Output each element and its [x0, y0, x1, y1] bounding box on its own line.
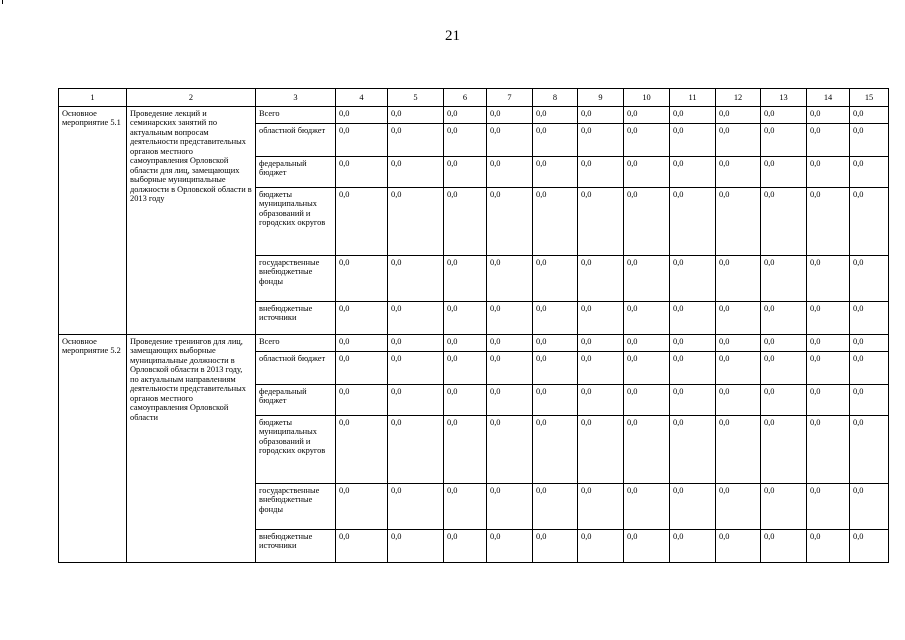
value-cell: 0,0: [533, 530, 578, 563]
value-cell: 0,0: [716, 352, 761, 385]
value-cell: 0,0: [487, 256, 533, 302]
funding-source-cell: государственные внебюджетные фонды: [256, 484, 336, 530]
value-cell: 0,0: [761, 530, 807, 563]
value-cell: 0,0: [716, 157, 761, 188]
value-cell: 0,0: [487, 157, 533, 188]
value-cell: 0,0: [624, 416, 670, 484]
value-cell: 0,0: [487, 352, 533, 385]
value-cell: 0,0: [807, 107, 850, 124]
value-cell: 0,0: [444, 157, 487, 188]
value-cell: 0,0: [444, 256, 487, 302]
value-cell: 0,0: [624, 484, 670, 530]
value-cell: 0,0: [670, 124, 716, 157]
value-cell: 0,0: [487, 188, 533, 256]
funding-source-cell: бюджеты муниципальных образований и городских округов: [256, 416, 336, 484]
value-cell: 0,0: [533, 302, 578, 335]
value-cell: 0,0: [336, 416, 388, 484]
value-cell: 0,0: [670, 302, 716, 335]
value-cell: 0,0: [578, 352, 624, 385]
value-cell: 0,0: [336, 157, 388, 188]
funding-source-cell: федеральный бюджет: [256, 385, 336, 416]
funding-source-cell: бюджеты муниципальных образований и городских округов: [256, 188, 336, 256]
value-cell: 0,0: [761, 124, 807, 157]
value-cell: 0,0: [670, 335, 716, 352]
value-cell: 0,0: [578, 385, 624, 416]
value-cell: 0,0: [336, 530, 388, 563]
value-cell: 0,0: [670, 107, 716, 124]
value-cell: 0,0: [807, 352, 850, 385]
funding-source-cell: Всего: [256, 107, 336, 124]
value-cell: 0,0: [850, 302, 889, 335]
header-cell: 12: [716, 89, 761, 107]
funding-source-cell: внебюджетные источники: [256, 530, 336, 563]
value-cell: 0,0: [850, 256, 889, 302]
value-cell: 0,0: [578, 107, 624, 124]
value-cell: 0,0: [487, 124, 533, 157]
value-cell: 0,0: [850, 124, 889, 157]
value-cell: 0,0: [761, 157, 807, 188]
value-cell: 0,0: [807, 530, 850, 563]
header-cell: 1: [59, 89, 127, 107]
value-cell: 0,0: [578, 484, 624, 530]
value-cell: 0,0: [487, 385, 533, 416]
funding-source-cell: государственные внебюджетные фонды: [256, 256, 336, 302]
funding-source-cell: областной бюджет: [256, 124, 336, 157]
value-cell: 0,0: [487, 530, 533, 563]
value-cell: 0,0: [670, 385, 716, 416]
value-cell: 0,0: [624, 157, 670, 188]
value-cell: 0,0: [487, 416, 533, 484]
value-cell: 0,0: [807, 188, 850, 256]
value-cell: 0,0: [716, 416, 761, 484]
value-cell: 0,0: [444, 302, 487, 335]
value-cell: 0,0: [807, 157, 850, 188]
description-cell: Проведение лекций и семинарских занятий по актуальным вопросам деятельности представительных органов местного самоуправления Орловской области для лиц, замещающих выборные муниципальные должности в Орловской области в 2013 году: [127, 107, 256, 335]
value-cell: 0,0: [533, 124, 578, 157]
header-cell: 7: [487, 89, 533, 107]
header-cell: 5: [388, 89, 444, 107]
value-cell: 0,0: [533, 335, 578, 352]
value-cell: 0,0: [850, 416, 889, 484]
header-cell: 9: [578, 89, 624, 107]
value-cell: 0,0: [336, 188, 388, 256]
value-cell: 0,0: [761, 188, 807, 256]
value-cell: 0,0: [850, 530, 889, 563]
header-cell: 4: [336, 89, 388, 107]
value-cell: 0,0: [624, 124, 670, 157]
value-cell: 0,0: [336, 302, 388, 335]
value-cell: 0,0: [578, 124, 624, 157]
value-cell: 0,0: [624, 530, 670, 563]
value-cell: 0,0: [670, 157, 716, 188]
value-cell: 0,0: [761, 107, 807, 124]
header-cell: 8: [533, 89, 578, 107]
value-cell: 0,0: [444, 484, 487, 530]
value-cell: 0,0: [761, 256, 807, 302]
value-cell: 0,0: [578, 302, 624, 335]
value-cell: 0,0: [716, 484, 761, 530]
value-cell: 0,0: [444, 352, 487, 385]
funding-source-cell: федеральный бюджет: [256, 157, 336, 188]
value-cell: 0,0: [670, 352, 716, 385]
value-cell: 0,0: [670, 416, 716, 484]
budget-table: [58, 88, 889, 563]
header-cell: 15: [850, 89, 889, 107]
value-cell: 0,0: [578, 157, 624, 188]
value-cell: 0,0: [807, 385, 850, 416]
value-cell: 0,0: [761, 484, 807, 530]
value-cell: 0,0: [807, 335, 850, 352]
value-cell: 0,0: [624, 107, 670, 124]
value-cell: 0,0: [444, 124, 487, 157]
value-cell: 0,0: [388, 157, 444, 188]
value-cell: 0,0: [388, 352, 444, 385]
value-cell: 0,0: [336, 484, 388, 530]
header-cell: 2: [127, 89, 256, 107]
header-cell: 10: [624, 89, 670, 107]
value-cell: 0,0: [624, 352, 670, 385]
value-cell: 0,0: [716, 188, 761, 256]
value-cell: 0,0: [388, 484, 444, 530]
value-cell: 0,0: [850, 107, 889, 124]
value-cell: 0,0: [850, 157, 889, 188]
value-cell: 0,0: [670, 530, 716, 563]
funding-source-cell: внебюджетные источники: [256, 302, 336, 335]
value-cell: 0,0: [807, 484, 850, 530]
value-cell: 0,0: [716, 124, 761, 157]
value-cell: 0,0: [388, 107, 444, 124]
value-cell: 0,0: [850, 188, 889, 256]
value-cell: 0,0: [444, 416, 487, 484]
value-cell: 0,0: [670, 256, 716, 302]
activity-cell: Основное мероприятие 5.2: [59, 335, 127, 563]
table-row: [59, 107, 889, 124]
value-cell: 0,0: [336, 107, 388, 124]
value-cell: 0,0: [624, 335, 670, 352]
value-cell: 0,0: [578, 416, 624, 484]
value-cell: 0,0: [533, 352, 578, 385]
value-cell: 0,0: [670, 188, 716, 256]
value-cell: 0,0: [716, 256, 761, 302]
value-cell: 0,0: [578, 335, 624, 352]
description-cell: Проведение тренингов для лиц, замещающих выборные муниципальные должности в Орловской области в 2013 году, по актуальным направлениям деятельности представительных органов местного самоуправления Орловской области: [127, 335, 256, 563]
page-number: 21: [445, 28, 460, 44]
value-cell: 0,0: [850, 335, 889, 352]
header-cell: 3: [256, 89, 336, 107]
value-cell: 0,0: [850, 484, 889, 530]
value-cell: 0,0: [716, 302, 761, 335]
value-cell: 0,0: [388, 256, 444, 302]
value-cell: 0,0: [624, 188, 670, 256]
value-cell: 0,0: [624, 256, 670, 302]
value-cell: 0,0: [487, 335, 533, 352]
value-cell: 0,0: [533, 385, 578, 416]
value-cell: 0,0: [533, 188, 578, 256]
table-body: [59, 89, 889, 563]
value-cell: 0,0: [444, 385, 487, 416]
value-cell: 0,0: [716, 107, 761, 124]
value-cell: 0,0: [533, 416, 578, 484]
value-cell: 0,0: [388, 302, 444, 335]
value-cell: 0,0: [850, 385, 889, 416]
value-cell: 0,0: [336, 385, 388, 416]
value-cell: 0,0: [761, 385, 807, 416]
header-row: [59, 89, 889, 107]
value-cell: 0,0: [444, 188, 487, 256]
scan-mark: [2, 0, 3, 4]
funding-source-cell: областной бюджет: [256, 352, 336, 385]
value-cell: 0,0: [578, 530, 624, 563]
value-cell: 0,0: [807, 416, 850, 484]
value-cell: 0,0: [388, 385, 444, 416]
value-cell: 0,0: [761, 416, 807, 484]
header-cell: 14: [807, 89, 850, 107]
value-cell: 0,0: [487, 484, 533, 530]
header-cell: 6: [444, 89, 487, 107]
value-cell: 0,0: [761, 335, 807, 352]
value-cell: 0,0: [388, 335, 444, 352]
value-cell: 0,0: [807, 302, 850, 335]
value-cell: 0,0: [336, 124, 388, 157]
value-cell: 0,0: [444, 530, 487, 563]
value-cell: 0,0: [807, 256, 850, 302]
value-cell: 0,0: [578, 188, 624, 256]
value-cell: 0,0: [533, 484, 578, 530]
value-cell: 0,0: [388, 416, 444, 484]
value-cell: 0,0: [850, 352, 889, 385]
value-cell: 0,0: [533, 256, 578, 302]
value-cell: 0,0: [624, 302, 670, 335]
value-cell: 0,0: [578, 256, 624, 302]
value-cell: 0,0: [761, 302, 807, 335]
value-cell: 0,0: [388, 188, 444, 256]
value-cell: 0,0: [388, 530, 444, 563]
value-cell: 0,0: [444, 335, 487, 352]
table-row: [59, 335, 889, 352]
value-cell: 0,0: [807, 124, 850, 157]
funding-source-cell: Всего: [256, 335, 336, 352]
value-cell: 0,0: [533, 157, 578, 188]
value-cell: 0,0: [336, 256, 388, 302]
header-cell: 13: [761, 89, 807, 107]
value-cell: 0,0: [670, 484, 716, 530]
value-cell: 0,0: [444, 107, 487, 124]
value-cell: 0,0: [487, 302, 533, 335]
value-cell: 0,0: [336, 335, 388, 352]
value-cell: 0,0: [624, 385, 670, 416]
header-cell: 11: [670, 89, 716, 107]
value-cell: 0,0: [716, 530, 761, 563]
value-cell: 0,0: [716, 385, 761, 416]
value-cell: 0,0: [533, 107, 578, 124]
value-cell: 0,0: [761, 352, 807, 385]
value-cell: 0,0: [336, 352, 388, 385]
value-cell: 0,0: [716, 335, 761, 352]
value-cell: 0,0: [388, 124, 444, 157]
value-cell: 0,0: [487, 107, 533, 124]
activity-cell: Основное мероприятие 5.1: [59, 107, 127, 335]
